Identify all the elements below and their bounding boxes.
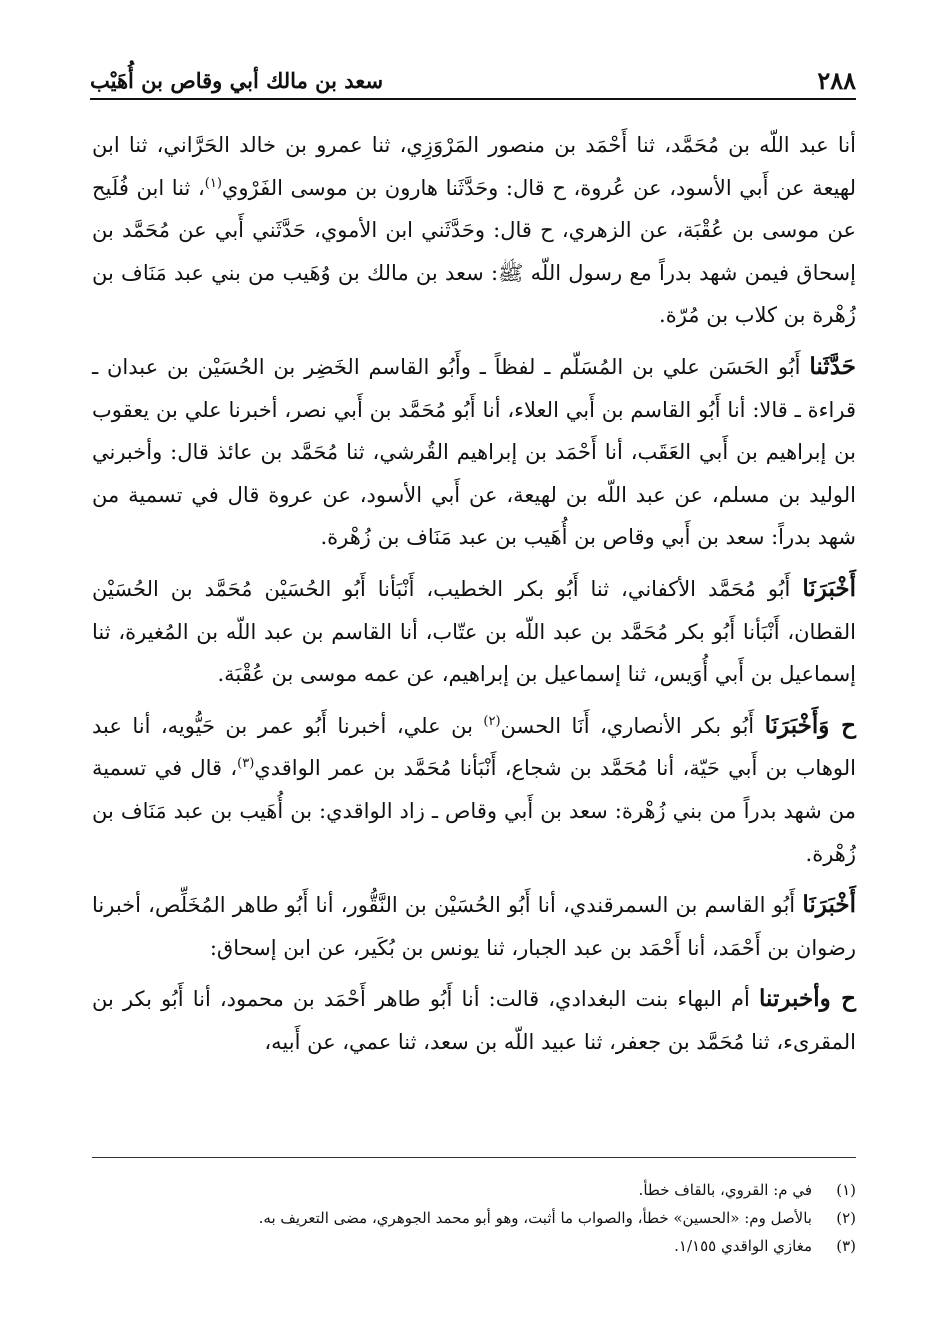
paragraph-text: أَبُو الحَسَن علي بن المُسَلّم ـ لفظاً ـ وأَبُو القاسم الخَضِر بن الحُسَيْن بن عبدان ـ قراءة ـ قالا: أنا أَبُو القاسم بن أَبي العلاء، أنا أَبُو مُحَمَّد بن أَبي نصر، أخبرنا علي بن يعقوب بن إبراهيم بن أَبي العَقَب، أنا أَحْمَد بن إبراهيم القُرشي، ثنا مُحَمَّد بن عائذ قال: وأخبرني الوليد بن مسلم، عن عبد اللّه بن لهيعة، عن أَبي الأسود، عن عروة قال في تسمية من شهد بدراً: سعد بن أَبي وقاص بن أُهَيب بن عبد مَنَاف بن زُهْرة. (92, 354, 856, 550)
footnote-number: (١) (836, 1181, 856, 1199)
footnote-ref: (٢) (483, 713, 501, 729)
paragraph-text: ، ثنا ابن فُلَيح عن موسى بن عُقْبَة، عن الزهري، ح قال: وحَدَّثَني ابن الأموي، حَدَّثَني أَبي عن مُحَمَّد بن إسحاق فيمن شهد بدراً مع رسول اللّه ﷺ: سعد بن مالك بن وُهَيب من بني عبد مَنَاف بن زُهْرة بن كلاب بن مُرّة. (92, 175, 856, 328)
paragraph (92, 978, 856, 1063)
footnotes (92, 1176, 856, 1260)
paragraph-lead: أَخْبَرَنَا (802, 891, 856, 919)
running-header (90, 62, 856, 100)
footnote (92, 1232, 856, 1260)
paragraph-text: أَبُو مُحَمَّد الأكفاني، ثنا أَبُو بكر الخطيب، أَنْبَأنا أَبُو الحُسَيْن مُحَمَّد بن الحُسَيْن القطان، أَنْبَأنا أَبُو بكر مُحَمَّد بن عبد اللّه بن عتّاب، أنا القاسم بن عبد اللّه بن المُغيرة، ثنا إسماعيل بن أَبي أُوَيس، ثنا إسماعيل بن إبراهيم، عن عمه موسى بن عُقْبَة. (92, 576, 856, 687)
footnote-number: (٢) (836, 1209, 856, 1227)
paragraph-text: أَبُو بكر الأنصاري، أَنَا الحسن (500, 713, 765, 738)
paragraph-text: أَبُو القاسم بن السمرقندي، أنا أَبُو الحُسَيْن بن النَّقُّور، أنا أَبُو طاهر المُخَلِّص، أخبرنا رضوان بن أَحْمَد، أنا أَحْمَد بن عبد الجبار، ثنا يونس بن بُكَير، عن ابن إسحاق: (92, 893, 856, 960)
paragraph-text: أنا عبد اللّه بن مُحَمَّد، ثنا أَحْمَد بن منصور المَرْوَزِي، ثنا عمرو بن خالد الحَرَّاني، ثنا ابن لهيعة عن أَبي الأسود، عن عُروة، ح قال: وحَدَّثَنا هارون بن موسى الفَرْوي (92, 133, 857, 200)
main-text (92, 124, 856, 1072)
paragraph (92, 346, 856, 559)
footnote (92, 1204, 856, 1232)
paragraph-text: ، قال في تسمية من شهد بدراً من بني زُهْرة: سعد بن أَبي وقاص ـ زاد الواقدي: بن أُهَيب بن عبد مَنَاف بن زُهْرة. (92, 756, 856, 866)
paragraph-lead: حَدَّثَنا (809, 352, 856, 380)
footnote-ref: (٣) (237, 756, 255, 772)
header-title: سعد بن مالك أبي وقاص بن أُهَيْب (90, 67, 384, 93)
footnote-ref: (١) (204, 175, 222, 191)
footnote-number: (٣) (836, 1237, 856, 1255)
paragraph (92, 705, 856, 875)
page-number: ٢٨٨ (817, 65, 856, 95)
paragraph-lead: ح وأخبرتنا (759, 985, 856, 1013)
footnote (92, 1176, 856, 1204)
footnote-divider (92, 1157, 856, 1158)
paragraph-text: بن علي، أخبرنا أَبُو عمر بن حَيُّويه، أنا عبد الوهاب بن أَبي حَيّة، أنا مُحَمَّد بن شجاع، أَنْبَأنا مُحَمَّد بن عمر الواقدي (92, 713, 856, 781)
paragraph-lead: أَخْبَرَنَا (802, 574, 856, 602)
paragraph (92, 884, 856, 969)
paragraph (92, 124, 856, 337)
footnote-text: بالأصل وم: «الحسين» خطأ، والصواب ما أثبت، وهو أبو محمد الجوهري، مضى التعريف به. (258, 1209, 812, 1227)
paragraph-lead: ح وَأَخْبَرَنَا (764, 711, 856, 739)
footnote-text: مغازي الواقدي ١/١٥٥. (674, 1237, 812, 1255)
paragraph-text: أم البهاء بنت البغدادي، قالت: أنا أَبُو طاهر أَحْمَد بن محمود، أنا أَبُو بكر بن المقرىء، ثنا مُحَمَّد بن جعفر، ثنا عبيد اللّه بن سعد، ثنا عمي، عن أَبيه، (92, 987, 856, 1054)
paragraph (92, 568, 856, 696)
footnote-text: في م: القروي، بالقاف خطأ. (638, 1181, 812, 1199)
